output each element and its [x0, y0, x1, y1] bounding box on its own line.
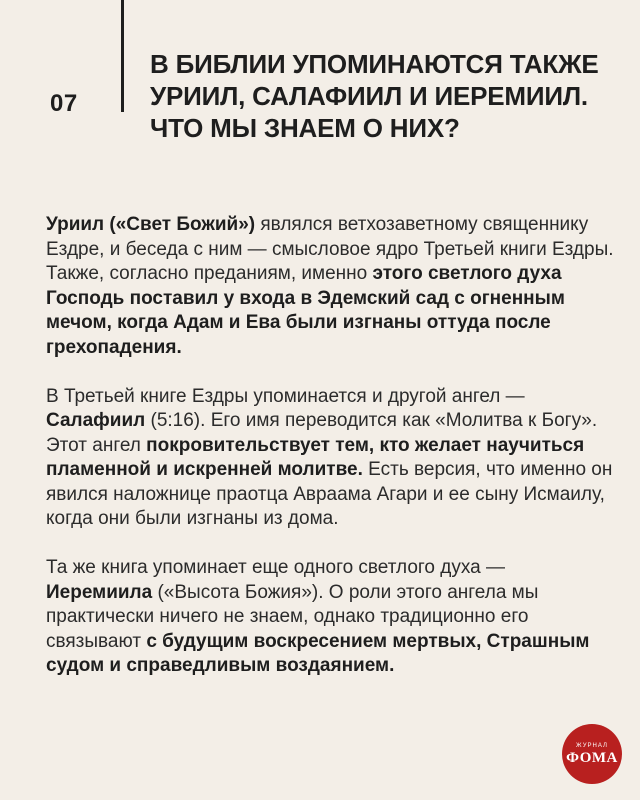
paragraph-uriel [46, 213, 616, 360]
header-divider-line [121, 0, 124, 112]
text-run: Иеремиила [46, 581, 153, 603]
text-run: являлся ветхозаветному священнику Ездре, и беседа с ним — смысловое ядро Третьей книги Ездры. Также, согласно преданиям, именно [46, 214, 614, 284]
foma-logo [562, 724, 622, 784]
text-run: Салафиил [46, 410, 146, 431]
logo-small-text: ЖУРНАЛ [576, 742, 608, 749]
logo-big-text: ФОМА [566, 749, 618, 766]
section-number: 07 [50, 90, 78, 117]
text-run: с будущим воскресением мертвых, Страшным судом и справедливым воздаянием. [46, 630, 590, 676]
paragraph-jeremiel [46, 556, 616, 679]
text-run: покровительствует тем, кто желает научиться пламенной и искренней молитве. [46, 434, 585, 480]
text-run: Та же книга упоминает еще одного светлого духа — [46, 557, 505, 578]
text-run: В Третьей книге Ездры упоминается и другой ангел — [46, 385, 525, 407]
paragraph-salathiel [46, 385, 616, 532]
section-title: В БИБЛИИ УПОМИНАЮТСЯ ТАКЖЕ УРИИЛ, САЛАФИИЛ И ИЕРЕМИИЛ. ЧТО МЫ ЗНАЕМ О НИХ? [150, 49, 599, 143]
text-run: («Высота Божия»). О роли этого ангела мы практически ничего не знаем, однако традиционно его связывают [46, 581, 539, 652]
text-run: (5:16). Его имя переводится как «Молитва к Богу». Этот ангел [46, 410, 598, 456]
text-run: этого светлого духа Господь поставил у входа в Эдемский сад с огненным мечом, когда Адам и Ева были изгнаны оттуда после грехопадения. [46, 263, 565, 358]
text-run: Уриил («Свет Божий») [46, 214, 256, 235]
article-body [46, 213, 616, 703]
text-run: Есть версия, что именно он явился наложнице праотца Авраама Агари и ее сыну Исмаилу, когда они были изгнаны из дома. [46, 459, 613, 529]
